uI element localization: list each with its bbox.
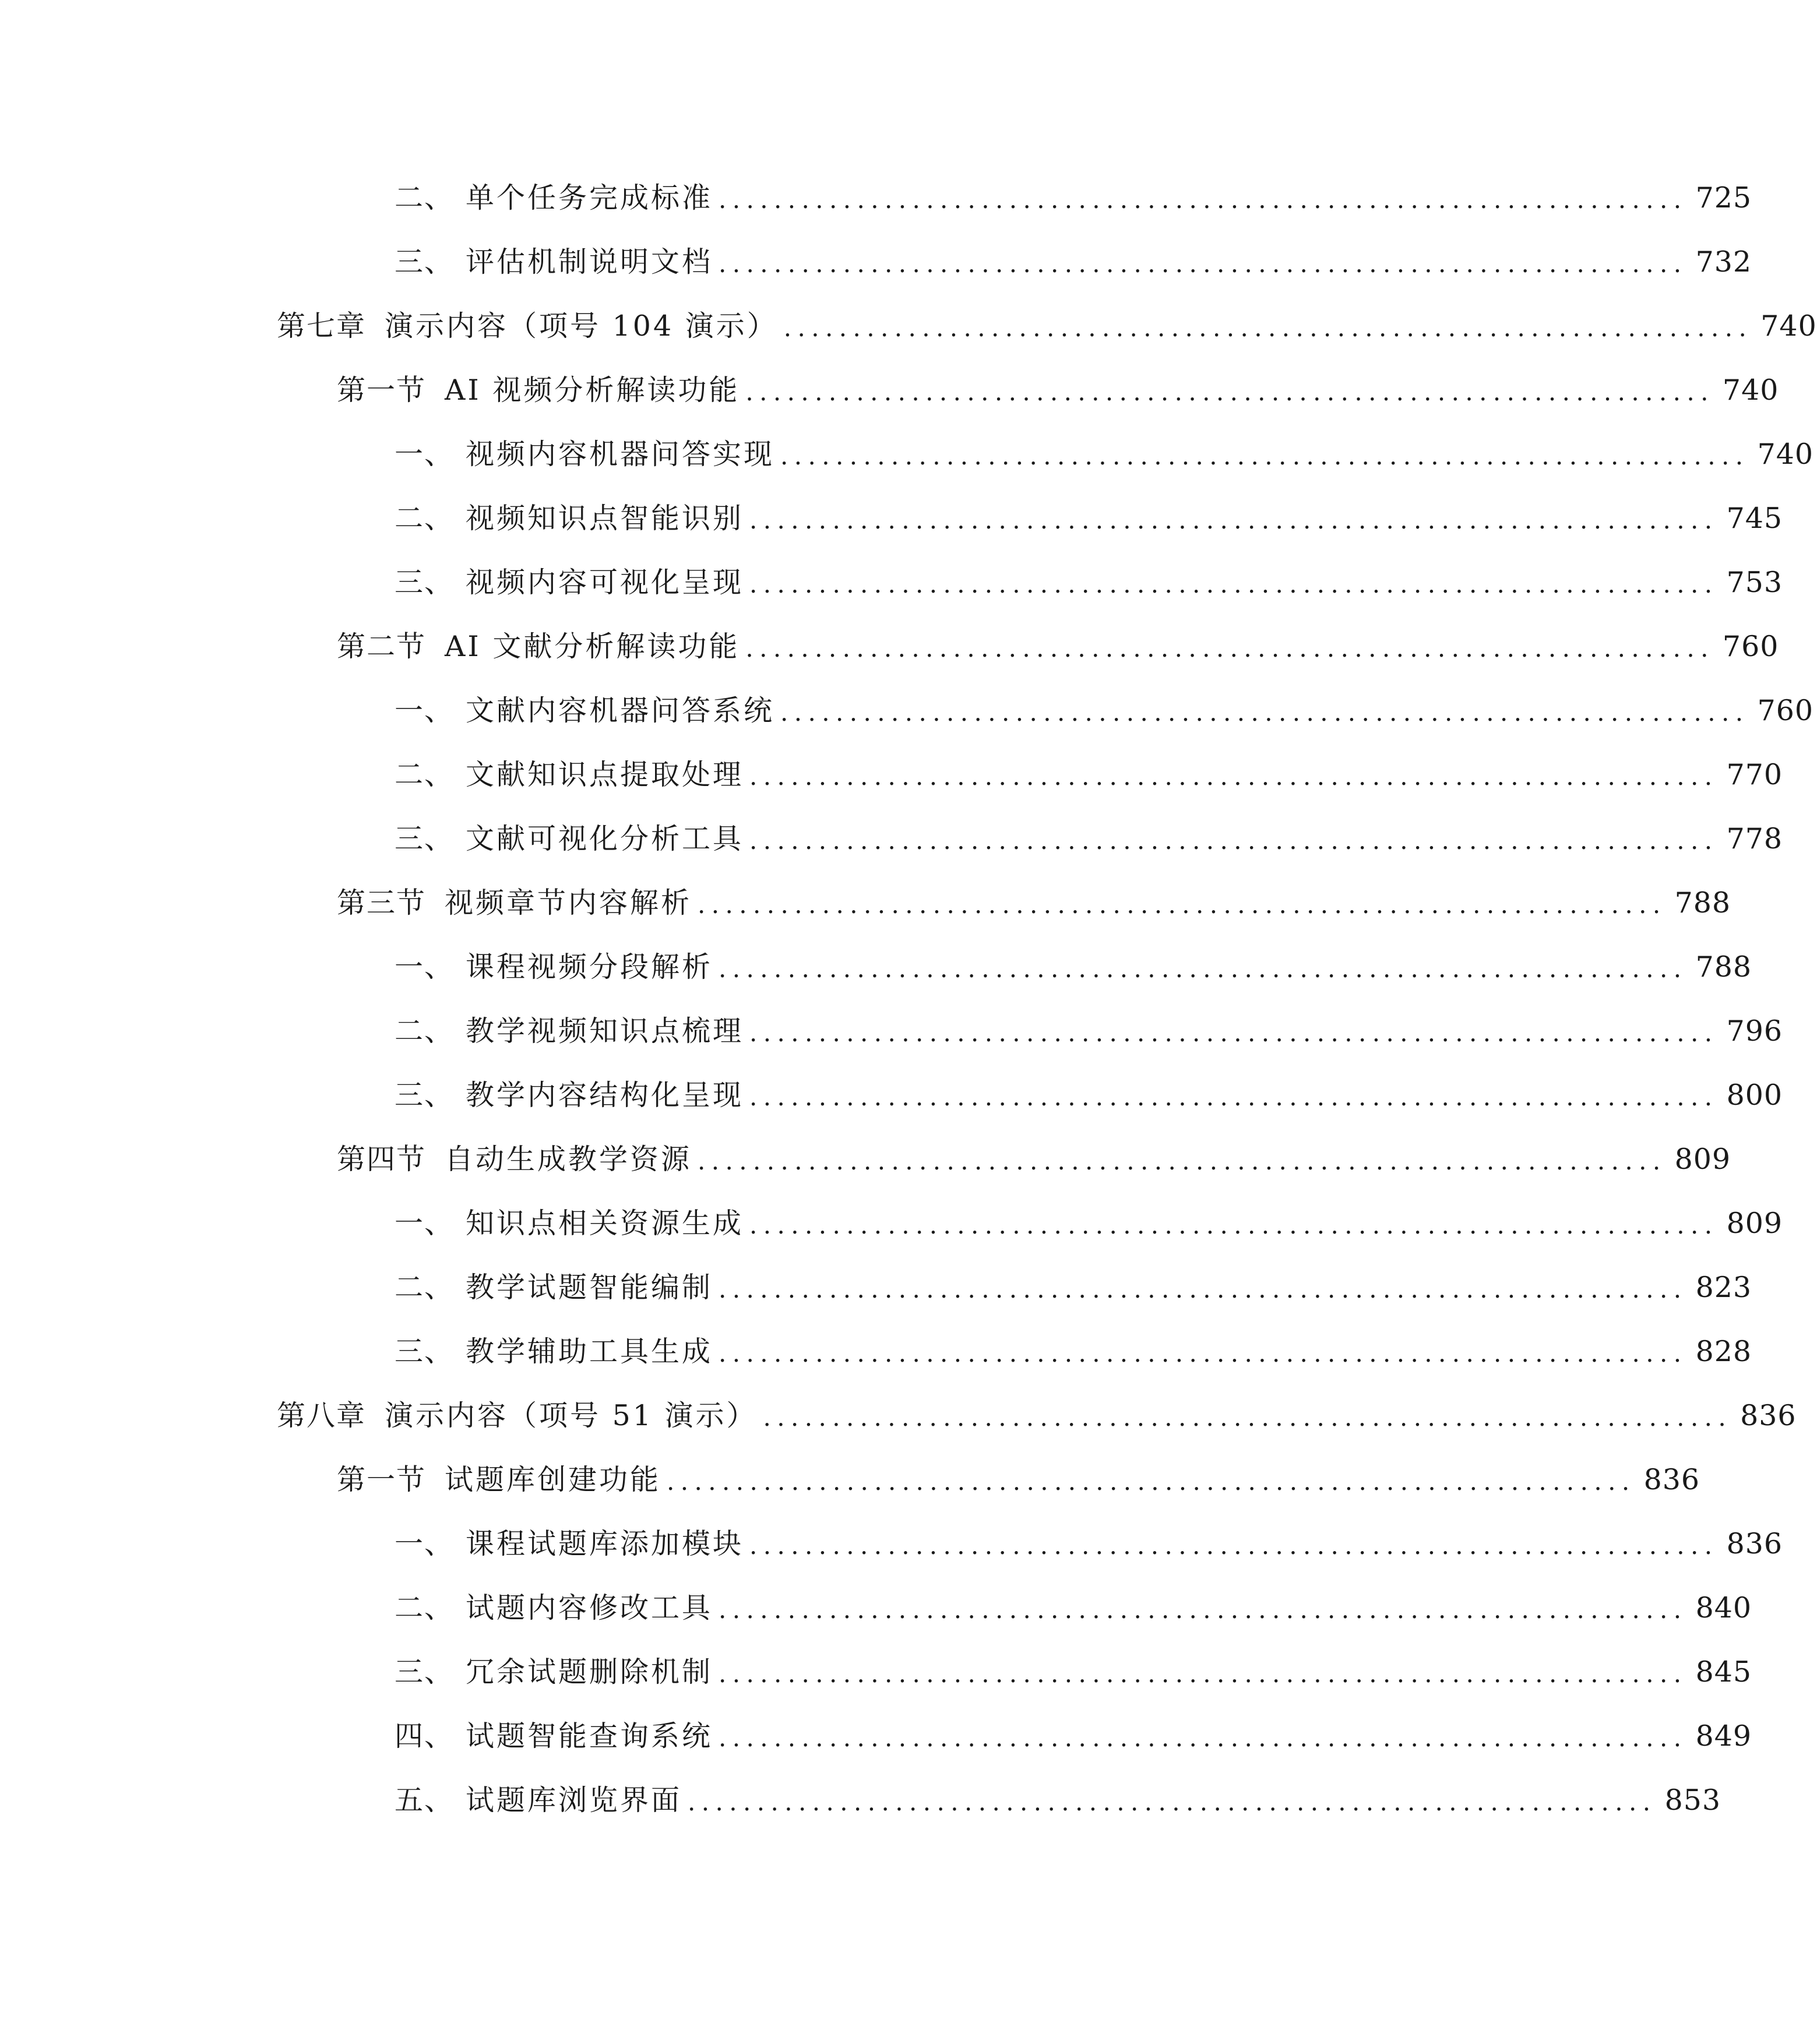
toc-entry-page: 853 [1664,1784,1721,1817]
toc-entry-page: 809 [1726,1207,1783,1240]
toc-entry-page: 836 [1726,1527,1783,1560]
toc-entry[interactable] [395,1701,1752,1753]
toc-entry-title: AI 文献分析解读功能 [445,630,740,663]
dot-leader: ...................................................................... [749,1211,1719,1239]
toc-entry-title: 单个任务完成标准 [466,181,713,214]
toc-entry-title: 文献内容机器问答系统 [466,694,775,727]
toc-entry-title: 试题库浏览界面 [466,1784,682,1817]
toc-entry[interactable] [277,291,1817,343]
toc-entry-title: AI 视频分析解读功能 [445,373,740,407]
toc-entry-page: 845 [1695,1655,1752,1689]
toc-entry[interactable] [337,612,1779,663]
toc-entry[interactable] [395,1189,1783,1240]
toc-entry-page: 809 [1674,1143,1731,1176]
toc-entry-title: 课程视频分段解析 [466,950,713,984]
toc-entry-number: 一、 [395,438,455,471]
toc-entry[interactable] [395,1060,1783,1112]
toc-entry[interactable] [337,868,1731,919]
toc-entry[interactable] [395,932,1752,984]
toc-entry-page: 849 [1695,1719,1752,1753]
toc-entry-title: 冗余试题删除机制 [466,1655,713,1689]
toc-entry-title: 视频知识点智能识别 [466,502,744,535]
toc-entry-title: 试题内容修改工具 [466,1591,713,1624]
toc-entry[interactable] [337,355,1779,407]
toc-entry-page: 828 [1695,1335,1752,1368]
toc-entry-title: 视频章节内容解析 [445,886,692,919]
toc-entry-page: 760 [1722,630,1779,663]
toc-entry[interactable] [395,1317,1752,1368]
dot-leader: ...................................................................... [667,1467,1636,1496]
toc-entry[interactable] [395,676,1814,727]
toc-entry-page: 778 [1726,822,1783,855]
toc-entry-number: 三、 [395,245,455,279]
toc-entry[interactable] [337,1445,1700,1496]
toc-entry-number: 一、 [395,1527,455,1560]
toc-entry-title: 文献知识点提取处理 [466,758,744,791]
toc-entry-page: 740 [1722,373,1779,407]
toc-entry-number: 一、 [395,1207,455,1240]
toc-entry[interactable] [395,1509,1783,1560]
toc-entry-page: 760 [1757,694,1814,727]
toc-entry-page: 740 [1760,309,1817,343]
dot-leader: ...................................................................... [719,1724,1688,1752]
toc-entry-number: 第三节 [337,886,427,919]
toc-entry-page: 788 [1674,886,1731,919]
toc-entry-number: 第八章 [277,1399,367,1432]
toc-entry[interactable] [395,1637,1752,1689]
toc-entry-number: 第一节 [337,373,427,407]
dot-leader: ...................................................................... [719,1659,1688,1688]
toc-entry[interactable] [395,484,1783,535]
toc-entry-number: 三、 [395,1079,455,1112]
toc-entry-page: 796 [1726,1014,1783,1048]
toc-entry-title: 试题库创建功能 [445,1463,661,1496]
toc-entry-title: 评估机制说明文档 [466,245,713,279]
toc-entry-title: 演示内容（项号 51 演示） [385,1399,758,1432]
toc-entry-page: 788 [1695,950,1752,984]
toc-entry-number: 一、 [395,950,455,984]
dot-leader: ...................................................................... [749,1019,1719,1047]
toc-entry-number: 第四节 [337,1143,427,1176]
toc-entry-title: 试题智能查询系统 [466,1719,713,1753]
dot-leader: ...................................................................... [749,762,1719,791]
toc-entry[interactable] [395,1765,1721,1817]
toc-entry[interactable] [277,1381,1797,1432]
dot-leader: ...................................................................... [749,570,1719,598]
toc-entry-title: 课程试题库添加模块 [466,1527,744,1560]
toc-entry-number: 第七章 [277,309,367,343]
toc-entry-title: 视频内容可视化呈现 [466,566,744,599]
toc-entry[interactable] [395,804,1783,855]
toc-entry-number: 二、 [395,1591,455,1624]
toc-entry-page: 840 [1695,1591,1752,1624]
toc-entry[interactable] [395,996,1783,1048]
dot-leader: ...................................................................... [763,1403,1733,1432]
toc-entry-page: 770 [1726,758,1783,791]
dot-leader: ...................................................................... [719,249,1688,278]
dot-leader: ...................................................................... [719,185,1688,214]
dot-leader: ...................................................................... [719,1339,1688,1368]
toc-entry-number: 三、 [395,566,455,599]
dot-leader: ...................................................................... [719,954,1688,983]
toc-entry-number: 五、 [395,1784,455,1817]
toc-entry-title: 文献可视化分析工具 [466,822,744,855]
toc-entry-number: 二、 [395,181,455,214]
dot-leader: ...................................................................... [749,506,1719,534]
toc-entry-page: 836 [1643,1463,1700,1496]
dot-leader: ...................................................................... [749,826,1719,855]
toc-entry-number: 二、 [395,758,455,791]
dot-leader: ...................................................................... [745,378,1714,406]
toc-entry-title: 演示内容（项号 104 演示） [385,309,778,343]
toc-entry-number: 第一节 [337,1463,427,1496]
toc-entry[interactable] [395,1573,1752,1624]
toc-entry-number: 三、 [395,1655,455,1689]
toc-entry-number: 第二节 [337,630,427,663]
toc-entry-title: 教学视频知识点梳理 [466,1014,744,1048]
toc-entry-page: 745 [1726,502,1783,535]
toc-entry[interactable] [337,1125,1731,1176]
dot-leader: ...................................................................... [783,313,1753,342]
toc-entry-page: 725 [1695,181,1752,214]
toc-entry-title: 知识点相关资源生成 [466,1207,744,1240]
toc-entry[interactable] [395,740,1783,791]
toc-entry[interactable] [395,227,1752,279]
toc-entry-number: 三、 [395,822,455,855]
dot-leader: ...................................................................... [749,1083,1719,1111]
toc-entry-number: 四、 [395,1719,455,1753]
toc-entry-page: 732 [1695,245,1752,279]
toc-entry-title: 教学试题智能编制 [466,1271,713,1304]
toc-entry[interactable] [395,1253,1752,1304]
toc-entry-number: 二、 [395,1014,455,1048]
toc-entry[interactable] [395,163,1752,214]
toc-entry-number: 二、 [395,502,455,535]
toc-entry-page: 740 [1757,438,1814,471]
dot-leader: ...................................................................... [749,1531,1719,1560]
toc-entry-title: 视频内容机器问答实现 [466,438,775,471]
toc-entry-number: 二、 [395,1271,455,1304]
toc-entry-title: 自动生成教学资源 [445,1143,692,1176]
toc-entry-number: 一、 [395,694,455,727]
dot-leader: ...................................................................... [698,890,1667,919]
toc-entry-page: 823 [1695,1271,1752,1304]
dot-leader: ...................................................................... [719,1275,1688,1303]
toc-entry-title: 教学辅助工具生成 [466,1335,713,1368]
dot-leader: ...................................................................... [719,1595,1688,1624]
toc-entry-page: 753 [1726,566,1783,599]
toc-entry[interactable] [395,548,1783,599]
toc-entry-page: 836 [1740,1399,1797,1432]
dot-leader: ...................................................................... [698,1147,1667,1175]
toc-entry-title: 教学内容结构化呈现 [466,1079,744,1112]
dot-leader: ...................................................................... [780,442,1749,470]
toc-entry-page: 800 [1726,1079,1783,1112]
toc-entry-number: 三、 [395,1335,455,1368]
dot-leader: ...................................................................... [745,634,1714,662]
toc-entry[interactable] [395,420,1814,471]
dot-leader: ...................................................................... [780,698,1749,727]
dot-leader: ...................................................................... [688,1788,1657,1816]
